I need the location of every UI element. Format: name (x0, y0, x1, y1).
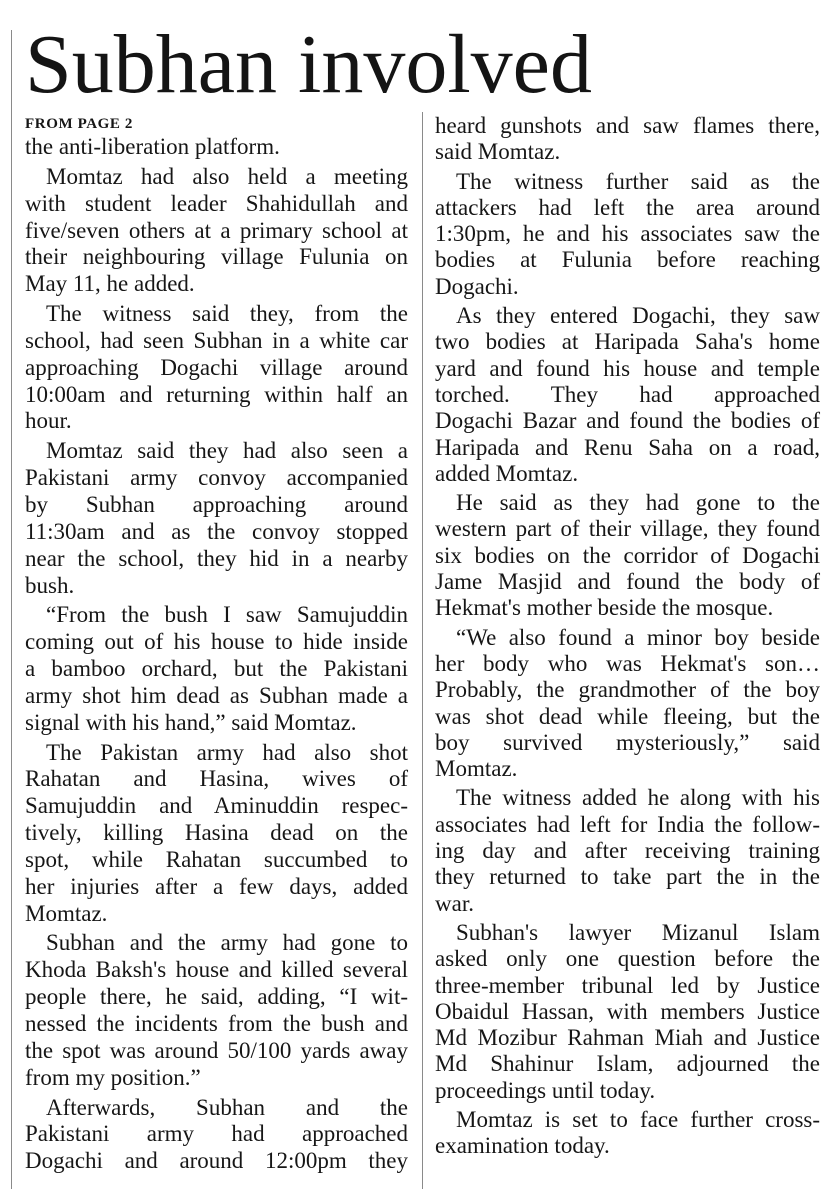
text-line: Samujuddin and Aminuddin respec- (25, 793, 408, 819)
text-line: yard and found his house and temple (435, 355, 820, 381)
text-line: with student leader Shahidullah and (25, 190, 408, 216)
text-line: two bodies at Haripada Saha's home (435, 329, 820, 355)
text-line: Md Shahinur Islam, adjourned the (435, 1051, 820, 1077)
text-line: The witness further said as the (456, 168, 820, 194)
paragraph (435, 169, 820, 300)
text-line: her body who was Hekmat's son… (435, 650, 820, 676)
text-line: asked only one question before the (435, 946, 820, 972)
text-line: school, had seen Subhan in a white car (25, 327, 408, 353)
paragraph (435, 1107, 820, 1160)
text-line: 11:30am and as the convoy stopped (25, 518, 408, 544)
text-line: army shot him dead as Subhan made a (25, 682, 408, 708)
text-line: Subhan and the army had gone to (46, 930, 408, 956)
text-line: Momtaz had also held a meeting (46, 163, 408, 189)
text-line: six bodies on the corridor of Dogachi (435, 542, 820, 568)
text-line: boy survived mysteriously,” said (435, 729, 820, 755)
paragraph (25, 301, 408, 435)
article-headline: Subhan involved (25, 18, 592, 111)
text-line: As they entered Dogachi, they saw (456, 303, 820, 329)
text-line: Jame Masjid and found the body of (435, 569, 820, 595)
text-line: May 11, he added. (25, 271, 195, 297)
text-line: added Momtaz. (435, 460, 579, 486)
paragraph (435, 920, 820, 1104)
article-column-left (25, 114, 408, 1175)
text-line: five/seven others at a primary school at (25, 217, 408, 243)
text-line: 1:30pm, he and his associates saw the (435, 221, 820, 247)
text-line: coming out of his house to hide inside (25, 629, 408, 655)
text-line: Dogachi and around 12:00pm they (25, 1148, 408, 1174)
text-line: proceedings until today. (435, 1077, 656, 1103)
text-line: Subhan's lawyer Mizanul Islam (456, 919, 820, 945)
text-line: Momtaz said they had also seen a (46, 438, 408, 464)
paragraph (25, 602, 408, 736)
text-line: ing day and after receiving training (435, 838, 820, 864)
text-line: “From the bush I saw Samujuddin (46, 602, 408, 628)
text-line: tively, killing Hasina dead on the (25, 820, 408, 846)
paragraph (435, 625, 820, 783)
text-line: Khoda Baksh's house and killed several (25, 957, 408, 983)
text-line: Probably, the grandmother of the boy (435, 677, 820, 703)
paragraph (435, 785, 820, 916)
text-line: from my position.” (25, 1064, 201, 1090)
paragraph (25, 134, 408, 161)
text-line: The witness said they, from the (46, 301, 408, 327)
text-line: Afterwards, Subhan and the (46, 1094, 408, 1120)
article-column-right (435, 113, 820, 1160)
text-line: “We also found a minor boy beside (456, 624, 820, 650)
text-line: Dogachi Bazar and found the bodies of (435, 408, 820, 434)
text-line: Haripada and Renu Saha on a road, (435, 434, 820, 460)
text-line: 10:00am and returning within half an (25, 381, 408, 407)
paragraph (25, 1095, 408, 1176)
text-line: western part of their village, they found (435, 516, 820, 542)
paragraph (435, 490, 820, 621)
text-line: the spot was around 50/100 yards away (25, 1037, 408, 1063)
text-line: Momtaz. (25, 900, 108, 926)
text-line: Pakistani army had approached (25, 1121, 408, 1147)
text-line: Momtaz. (435, 756, 518, 782)
text-line: bush. (25, 572, 75, 598)
text-line: examination today. (435, 1133, 610, 1159)
paragraph (435, 113, 820, 166)
text-line: associates had left for India the follow- (435, 811, 820, 837)
left-border-rule (11, 30, 12, 1189)
text-line: spot, while Rahatan succumbed to (25, 846, 408, 872)
text-line: nessed the incidents from the bush and (25, 1011, 408, 1036)
text-line: Momtaz is set to face further cross- (456, 1106, 820, 1132)
text-line: torched. They had approached (435, 381, 820, 407)
text-line: heard gunshots and saw flames there, (435, 113, 820, 138)
text-line: Rahatan and Hasina, wives of (25, 766, 408, 792)
text-line: near the school, they hid in a nearby (25, 545, 408, 571)
text-line: signal with his hand,” said Momtaz. (25, 709, 357, 735)
text-line: hour. (25, 408, 72, 434)
paragraph (25, 740, 408, 928)
text-line: The witness added he along with his (456, 785, 820, 811)
paragraph (25, 438, 408, 599)
text-line: The Pakistan army had also shot (46, 739, 408, 765)
text-line: Dogachi. (435, 273, 519, 299)
text-line: Pakistani army convoy accompanied (25, 465, 408, 491)
text-line: war. (435, 890, 474, 916)
text-line: by Subhan approaching around (25, 491, 408, 517)
text-line: the anti-liberation platform. (25, 134, 280, 159)
text-line: Hekmat's mother beside the mosque. (435, 595, 774, 621)
column-divider-rule (422, 112, 423, 1189)
text-line: their neighbouring village Fulunia on (25, 244, 408, 270)
text-line: said Momtaz. (435, 139, 561, 165)
text-line: they returned to take part the in the (435, 864, 820, 890)
continuation-kicker: FROM PAGE 2 (25, 116, 133, 132)
paragraph (435, 303, 820, 487)
text-line: bodies at Fulunia before reaching (435, 247, 820, 273)
text-line: attackers had left the area around (435, 194, 820, 220)
text-line: approaching Dogachi village around (25, 354, 408, 380)
text-line: Md Mozibur Rahman Miah and Justice (435, 1025, 820, 1051)
text-line: people there, he said, adding, “I wit- (25, 984, 408, 1010)
text-line: was shot dead while fleeing, but the (435, 703, 820, 729)
text-line: He said as they had gone to the (456, 490, 820, 516)
text-line: her injuries after a few days, added (25, 873, 408, 899)
paragraph (25, 930, 408, 1091)
text-line: a bamboo orchard, but the Pakistani (25, 656, 408, 682)
text-line: Obaidul Hassan, with members Justice (435, 998, 820, 1024)
text-line: three-member tribunal led by Justice (435, 972, 820, 998)
paragraph (25, 164, 408, 298)
